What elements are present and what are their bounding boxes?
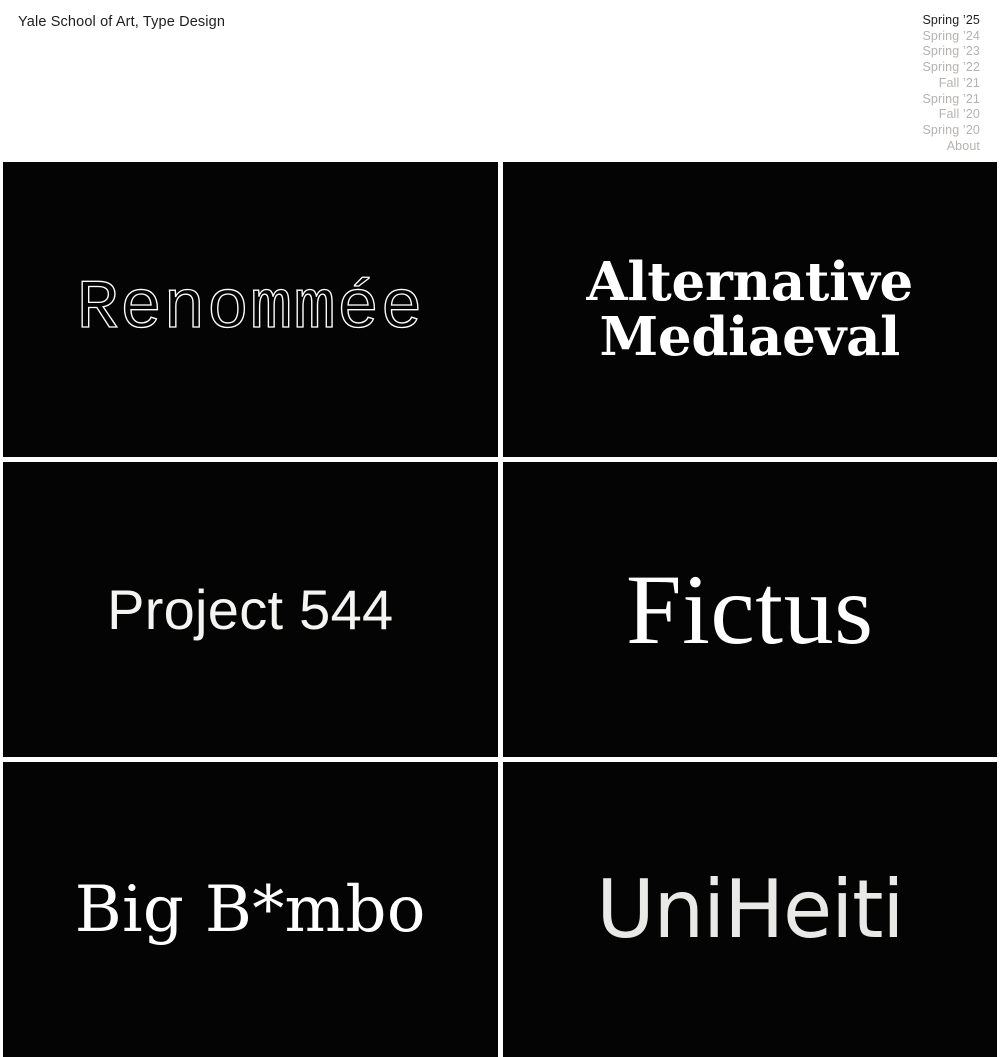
project-tile-alternative-mediaeval[interactable] [503,162,998,457]
specimen-grid [3,162,997,1057]
project-tile-fictus[interactable] [503,462,998,757]
nav-item-spring-21[interactable]: Spring ’21 [922,91,980,106]
nav-item-spring-24[interactable]: Spring ’24 [922,28,980,43]
project-tile-project-544[interactable] [3,462,498,757]
site-title[interactable]: Yale School of Art, Type Design [18,14,226,30]
specimen-renommee: Renommée [76,270,424,349]
nav-item-fall-21[interactable]: Fall ’21 [938,75,980,90]
specimen-project-544: Project 544 [107,578,394,641]
nav-item-spring-20[interactable]: Spring ’20 [922,122,980,137]
project-tile-big-bimbo[interactable] [3,762,498,1057]
nav-item-about[interactable]: About [946,138,980,153]
nav-item-spring-23[interactable]: Spring ’23 [922,44,980,59]
semester-nav [922,13,980,154]
nav-item-fall-20[interactable]: Fall ’20 [938,107,980,122]
specimen-big-bimbo: Big B*mbo [74,872,426,947]
project-tile-uniheiti[interactable] [503,762,998,1057]
specimen-alternative-mediaeval: Alternative Mediaeval [586,250,913,368]
specimen-fictus: Fictus [626,554,874,665]
specimen-uniheiti: UniHeiti [596,863,904,956]
nav-item-spring-25[interactable]: Spring ’25 [922,13,980,27]
project-tile-renommee[interactable] [3,162,498,457]
nav-item-spring-22[interactable]: Spring ’22 [922,60,980,75]
